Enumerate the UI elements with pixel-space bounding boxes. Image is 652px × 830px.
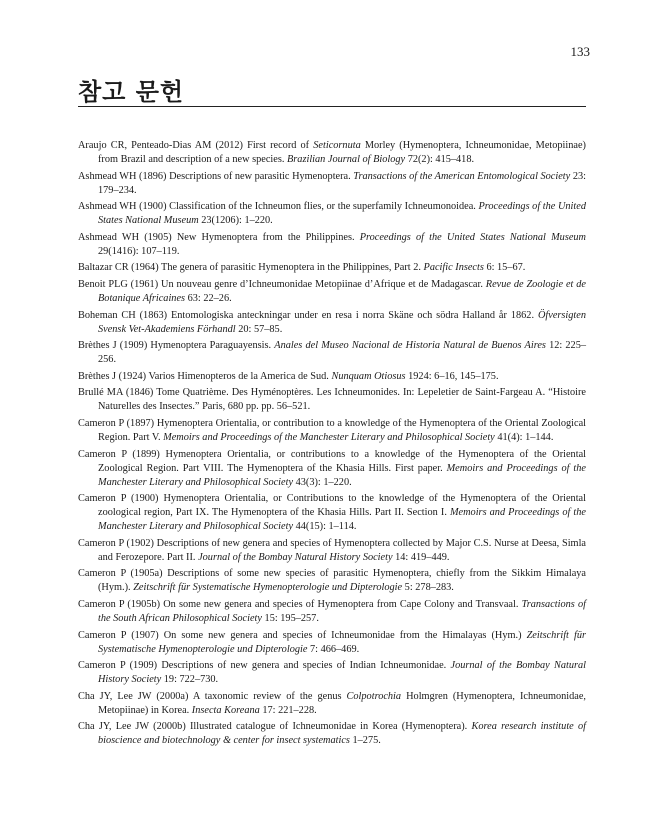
reference-item: Cameron P (1899) Hymenoptera Orientalia, or contributions to a knowledge of the Hymenoptera of the Oriental Zoological Region. Part VIII. The Hymenoptera of the Khasia Hills. First paper. Memoirs and Proceedings of the Manchester Literary and Philosophical Society 43(3): 1–220. [78,448,587,488]
reference-item: Araujo CR, Penteado-Dias AM (2012) First record of Seticornuta Morley (Hymenoptera, Ichneumonidae, Metopiinae) from Brazil and description of a new species. Brazilian Journal of Biology 72(2): 415–418. [78,140,586,165]
reference-item: Ashmead WH (1905) New Hymenoptera from the Philippines. Proceedings of the United States National Museum 29(1416): 107–119. [78,231,586,257]
heading-rule [78,106,586,107]
reference-item: Cha JY, Lee JW (2000b) Illustrated catalogue of Ichneumonidae in Korea (Hymenoptera). Korea research institute of bioscience and biotechnology & center for insect systematics 1–275. [78,721,586,747]
reference-item: Baltazar CR (1964) The genera of parasitic Hymenoptera in the Philippines, Part 2. Pacific Insects 6: 15–67. [78,262,526,274]
reference-item: Cameron P (1909) Descriptions of new genera and species of Indian Ichneumonidae. Journal of the Bombay Natural History Society 19: 722–730. [78,660,586,686]
section-heading: 참고 문헌 [78,78,185,106]
reference-item: Brullé MA (1846) Tome Quatrième. Des Hyménoptères. Les Ichneumonides. In: Lepeletier de Saint-Fargeau A. “Histoire Naturelles des Insectes.” Paris, 680 pp. pp. 56–521. [78,387,586,413]
reference-item: Boheman CH (1863) Entomologiska anteckningar under en resa i norra Skäne och södra Halland år 1862. Öfversigten Svensk Vet-Akademiens Förhandl 20: 57–85. [78,309,586,335]
reference-item: Cameron P (1905a) Descriptions of some new species of parasitic Hymenoptera, chiefly from the Sikkim Himalaya (Hym.). Zeitschrift für Systematische Hymenopterologie und Dipterologie 5: 278–283. [78,568,586,594]
reference-item: Benoit PLG (1961) Un nouveau genre d’Ichneumonidae Metopiinae d’Afrique et de Madagascar. Revue de Zoologie et de Botanique Africaines 63: 22–26. [78,278,586,304]
reference-item: Cameron P (1902) Descriptions of new genera and species of Hymenoptera collected by Major C.S. Nurse at Deesa, Simla and Ferozepore. Part II. Journal of the Bombay Natural History Society 14: 419–449. [78,537,586,563]
reference-item: Brèthes J (1924) Varios Himenopteros de la America de Sud. Nunquam Otiosus 1924: 6–16, 145–175. [78,370,499,382]
reference-item: Brèthes J (1909) Hymenoptera Paraguayensis. Anales del Museo Nacional de Historia Natural de Buenos Aires 12: 225–256. [78,340,586,366]
page-number: 133 [570,44,590,59]
reference-item: Cameron P (1897) Hymenoptera Orientalia, or contribution to a knowledge of the Hymenoptera of the Oriental Zoological Region. Part V. Memoirs and Proceedings of the Manchester Literary and Philosophical Society 41(4): 1–144. [78,417,586,443]
reference-item: Cameron P (1900) Hymenoptera Orientalia, or Contributions to the knowledge of the Hymenoptera of the Oriental zoological region, Part IX. The Hymenoptera of the Khasia Hills. Part II. Section I. Memoirs and Proceedings of the Manchester Literary and Philosophical Society 44(15): 1–114. [78,493,586,533]
reference-item: Cameron P (1907) On some new genera and species of Ichneumonidae from the Himalayas (Hym.) Zeitschrift für Systematische Hymenopterologie und Dipterologie 7: 466–469. [78,629,586,655]
reference-item: Cha JY, Lee JW (2000a) A taxonomic review of the genus Colpotrochia Holmgren (Hymenoptera, Ichneumonidae, Metopiinae) in Korea. Insecta Koreana 17: 221–228. [78,690,586,716]
reference-list [78,139,586,751]
reference-item: Ashmead WH (1896) Descriptions of new parasitic Hymenoptera. Transactions of the American Entomological Society 23: 179–234. [78,170,586,196]
reference-item: Cameron P (1905b) On some new genera and species of Hymenoptera from Cape Colony and Transvaal. Transactions of the South African Philosophical Society 15: 195–257. [78,598,586,624]
reference-item: Ashmead WH (1900) Classification of the Ichneumon flies, or the superfamily Ichneumonoidea. Proceedings of the United States National Museum 23(1206): 1–220. [78,201,586,227]
